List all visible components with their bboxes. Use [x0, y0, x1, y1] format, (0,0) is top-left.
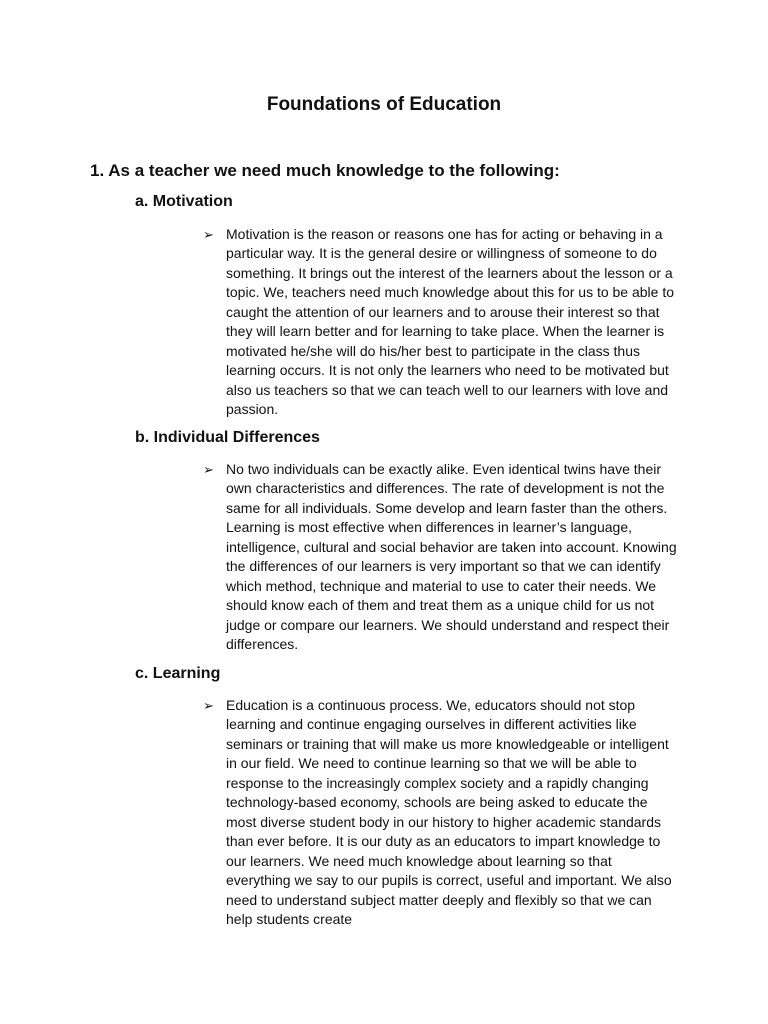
- section-heading-learning: c. Learning: [135, 665, 221, 682]
- section-heading-individual-differences: b. Individual Differences: [135, 429, 320, 446]
- paragraph-learning: Education is a continuous process. We, educators should not stop learning and continue engaging ourselves in different activities like seminars or training that will make us more knowledgeable or intelligent in our field. We need to continue learning so that we will be able to response to the increasingly complex society and a rapidly changing technology-based economy, schools are being asked to educate the most diverse student body in our history to higher academic standards than ever before. It is our duty as an educators to impart knowledge to our learners. We need much knowledge about learning so that everything we say to our pupils is correct, useful and important. We also need to understand subject matter deeply and flexibly so that we can help students create: [226, 697, 672, 927]
- paragraph-motivation: Motivation is the reason or reasons one has for acting or behaving in a particular way. It is the general desire or willingness of someone to do something. It brings out the interest of the learners about the lesson or a topic. We, teachers need much knowledge about this for us to be able to caught the attention of our learners and to arouse their interest so that they will learn better and for learning to take place. When the learner is motivated he/she will do his/her best to participate in the class thus learning occurs. It is not only the learners who need to be motivated but also us teachers so that we can teach well to our learners with love and passion.: [226, 226, 675, 418]
- section-heading-motivation: a. Motivation: [135, 193, 233, 210]
- question-heading: 1. As a teacher we need much knowledge to the following:: [90, 161, 560, 180]
- bullet-learning: [203, 696, 693, 929]
- bullet-individual-differences: [203, 460, 693, 655]
- paragraph-individual-differences: No two individuals can be exactly alike. Even identical twins have their own characteristics and differences. The rate of development is not the same for all individuals. Some develop and learn faster than the others. Learning is most effective when differences in learner’s language, intelligence, cultural and social behavior are taken into account. Knowing the differences of our learners is very important so that we can identify which method, technique and material to use to cater their needs. We should know each of them and treat them as a unique child for us not judge or compare our learners. We should understand and respect their differences.: [226, 461, 677, 653]
- arrow-bullet-icon: ➢: [203, 227, 214, 242]
- arrow-bullet-icon: ➢: [203, 462, 214, 477]
- arrow-bullet-icon: ➢: [203, 698, 214, 713]
- page-title: Foundations of Education: [266, 94, 502, 115]
- bullet-motivation: [203, 225, 693, 420]
